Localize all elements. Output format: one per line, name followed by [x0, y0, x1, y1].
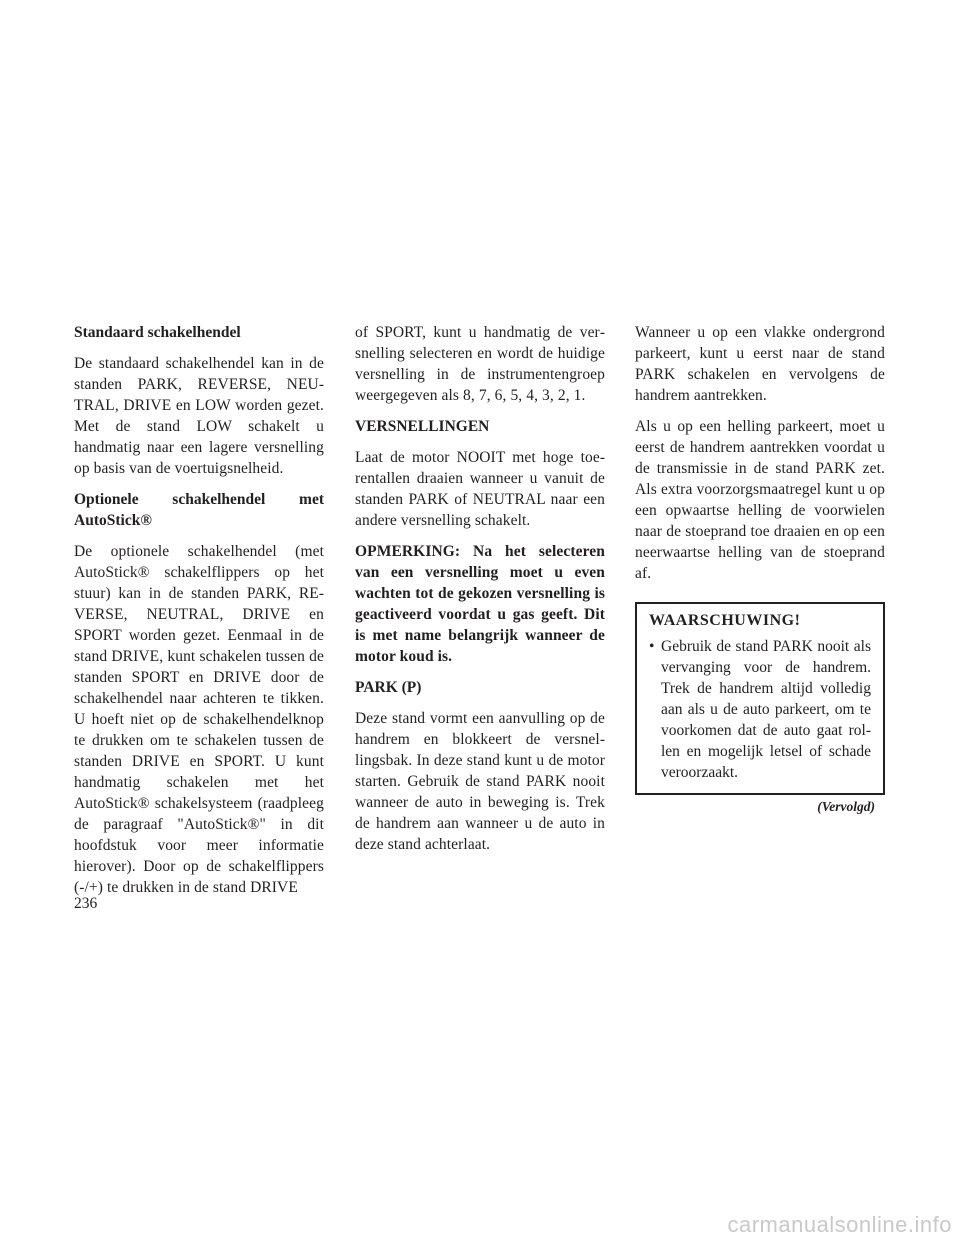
paragraph-vlakke-ondergrond: Wanneer u op een vlakke ondergrond parkeert, kunt u eerst naar de stand PARK schakelen en vervolgens de handrem aantrekken. [635, 324, 885, 404]
column-left [74, 322, 324, 908]
page-number: 236 [74, 895, 98, 912]
heading-versnellingen: VERSNELLINGEN [355, 418, 490, 435]
paragraph-versnellingen: Laat de motor NOOIT met hoge toerentallen draaien wanneer u vanuit de standen PARK of NEUTRAL naar een andere versnelling schakelt. [355, 449, 605, 529]
paragraph-helling: Als u op een helling parkeert, moet u eerst de handrem aantrekken voordat u de transmissie in de stand PARK zet. Als extra voorzorgsmaatregel kunt u op een opwaartse helling de voorwielen naar de stoeprand toe draaien en op een neerwaartse helling van de stoeprand af. [635, 418, 885, 582]
heading-park: PARK (P) [355, 679, 422, 696]
column-right [635, 322, 885, 815]
paragraph-park: Deze stand vormt een aanvulling op de handrem en blokkeert de versnellingsbak. In deze stand kunt u de motor starten. Gebruik de stand PARK nooit wanneer de auto in beweging is. Trek de handrem aan wanneer u de auto in deze stand achterlaat. [355, 710, 605, 853]
warning-text: Gebruik de stand PARK nooit als vervanging voor de handrem. Trek de handrem altijd volledig aan als u de auto parkeert, om te voorkomen dat de auto gaat rollen en mogelijk letsel of schade veroorzaakt. [661, 638, 871, 781]
paragraph-standaard: De standaard schakelhendel kan in de standen PARK, REVERSE, NEUTRAL, DRIVE en LOW worden gezet. Met de stand LOW schakelt u handmatig naar een lagere versnelling op basis van de voertuigsnelheid. [74, 355, 324, 477]
warning-item [649, 636, 871, 783]
warning-title: WAARSCHUWING! [649, 612, 801, 629]
heading-optionele-schakelhendel: Optionele schakelhendel met AutoStick® [74, 491, 324, 529]
continued-label: (Vervolgd) [817, 799, 875, 814]
heading-standaard-schakelhendel: Standaard schakelhendel [74, 324, 241, 341]
paragraph-sport-continued: of SPORT, kunt u handmatig de versnelling selecteren en wordt de huidige versnelling in de instrumentengroep weergegeven als 8, 7, 6, 5, 4, 3, 2, 1. [355, 324, 605, 404]
warning-box [635, 602, 885, 795]
column-middle [355, 322, 605, 865]
note-opmerking: OPMERKING: Na het selecteren van een versnelling moet u even wachten tot de gekozen versnelling is geactiveerd voordat u gas geeft. Dit is met name belangrijk wanneer de motor koud is. [355, 543, 605, 665]
watermark: carmanualsonline.info [727, 1212, 952, 1237]
bullet-icon: • [649, 638, 655, 655]
paragraph-optionele: De optionele schakelhendel (met AutoStick® schakelflippers op het stuur) kan in de standen PARK, REVERSE, NEUTRAL, DRIVE en SPORT worden gezet. Eenmaal in de stand DRIVE, kunt schakelen tussen de standen SPORT en DRIVE door de schakelhendel naar achteren te tikken. U hoeft niet op de schakelhendelknop te drukken om te schakelen tussen de standen DRIVE en SPORT. U kunt handmatig schakelen met het AutoStick® schakelsysteem (raadpleeg de paragraaf "AutoStick®" in dit hoofdstuk voor meer informatie hierover). Door op de schakelflippers (-/+) te drukken in de stand DRIVE [74, 543, 324, 896]
